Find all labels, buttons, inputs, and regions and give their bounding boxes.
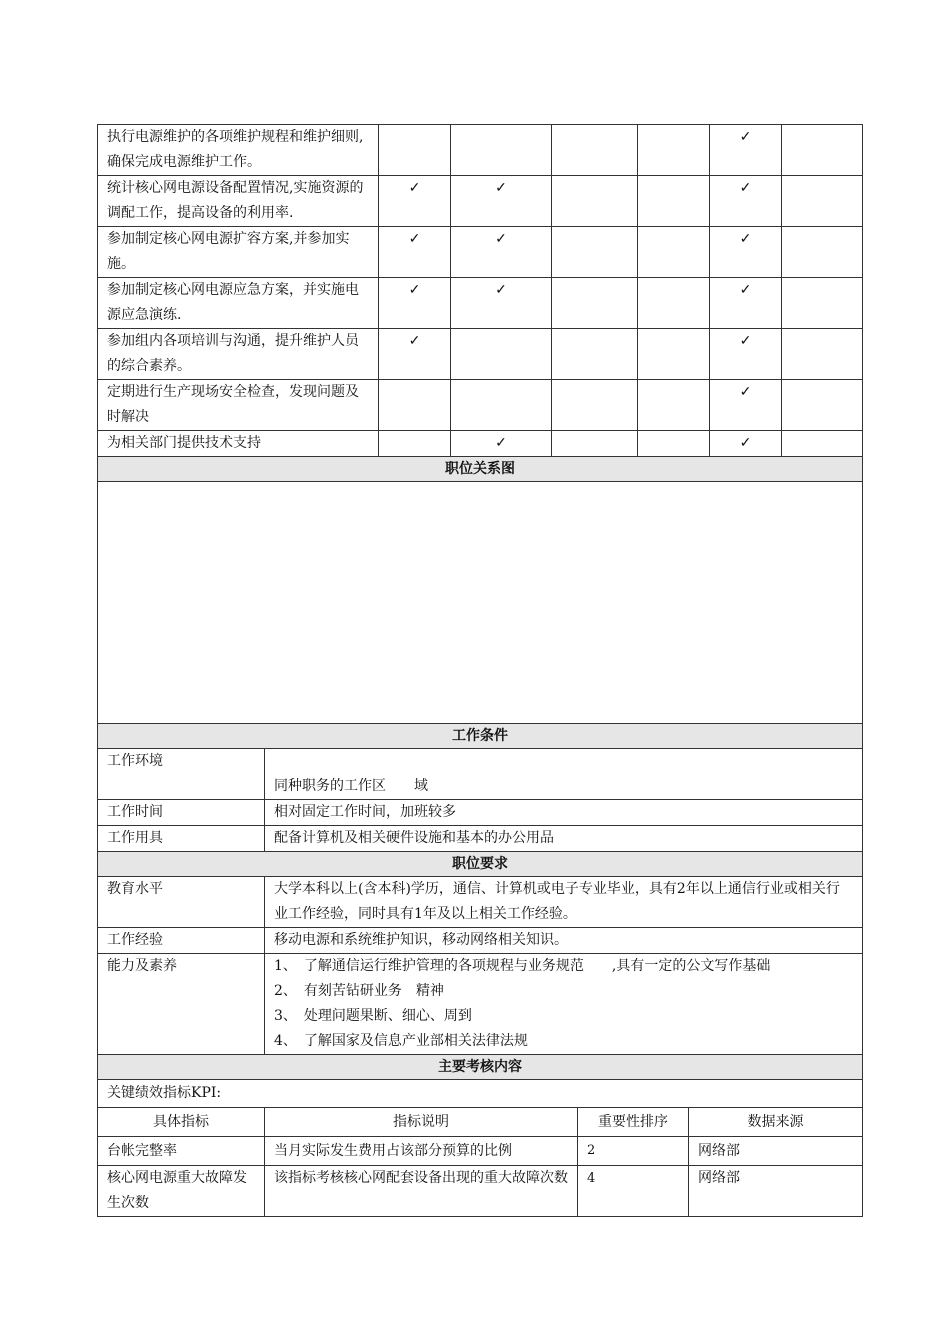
check-cell bbox=[451, 380, 552, 431]
condition-label: 工作时间 bbox=[98, 800, 265, 826]
kpi-desc: 当月实际发生费用占该部分预算的比例 bbox=[265, 1137, 578, 1166]
requirement-label: 能力及素养 bbox=[98, 954, 265, 1055]
check-cell: ✓ bbox=[451, 431, 552, 457]
kpi-source: 网络部 bbox=[689, 1137, 863, 1166]
kpi-name: 核心网电源重大故障发生次数 bbox=[98, 1166, 265, 1217]
duty-row bbox=[98, 176, 863, 227]
section-header-relation-chart: 职位关系图 bbox=[98, 457, 863, 482]
duty-text: 执行电源维护的各项维护规程和维护细则,确保完成电源维护工作。 bbox=[98, 125, 379, 176]
section-header-work-conditions: 工作条件 bbox=[98, 724, 863, 749]
kpi-rank: 2 bbox=[578, 1137, 689, 1166]
check-cell bbox=[379, 431, 451, 457]
check-cell bbox=[379, 380, 451, 431]
ability-item: 3、 处理问题果断、细心、周到 bbox=[274, 1008, 472, 1024]
kpi-header-cell: 指标说明 bbox=[265, 1108, 578, 1137]
duty-row bbox=[98, 125, 863, 176]
check-cell bbox=[552, 278, 638, 329]
check-cell bbox=[638, 431, 710, 457]
duty-row bbox=[98, 380, 863, 431]
check-cell bbox=[638, 227, 710, 278]
job-table bbox=[97, 124, 863, 749]
check-cell: ✓ bbox=[710, 227, 782, 278]
kpi-name: 台帐完整率 bbox=[98, 1137, 265, 1166]
check-cell bbox=[638, 380, 710, 431]
condition-value: 相对固定工作时间，加班较多 bbox=[265, 800, 863, 826]
duty-text: 参加制定核心网电源扩容方案,并参加实施。 bbox=[98, 227, 379, 278]
condition-row bbox=[98, 800, 863, 826]
kpi-row bbox=[98, 1137, 863, 1166]
check-cell: ✓ bbox=[379, 227, 451, 278]
condition-value: 配备计算机及相关硬件设施和基本的办公用品 bbox=[265, 826, 863, 852]
condition-label: 工作用具 bbox=[98, 826, 265, 852]
kpi-intro: 关键绩效指标KPI: bbox=[98, 1080, 863, 1108]
requirement-label: 工作经验 bbox=[98, 928, 265, 954]
section-header-job-requirements: 职位要求 bbox=[98, 852, 863, 877]
check-cell bbox=[552, 227, 638, 278]
requirement-row bbox=[98, 877, 863, 928]
duty-row bbox=[98, 227, 863, 278]
check-cell bbox=[782, 227, 863, 278]
duty-text: 参加组内各项培训与沟通，提升维护人员的综合素养。 bbox=[98, 329, 379, 380]
check-cell bbox=[552, 176, 638, 227]
check-cell: ✓ bbox=[379, 329, 451, 380]
check-cell bbox=[782, 125, 863, 176]
check-cell: ✓ bbox=[451, 278, 552, 329]
requirement-value: 移动电源和系统维护知识，移动网络相关知识。 bbox=[265, 928, 863, 954]
kpi-source: 网络部 bbox=[689, 1166, 863, 1217]
duty-text: 统计核心网电源设备配置情况,实施资源的调配工作，提高设备的利用率. bbox=[98, 176, 379, 227]
check-cell bbox=[552, 329, 638, 380]
check-cell: ✓ bbox=[710, 431, 782, 457]
check-cell bbox=[552, 380, 638, 431]
ability-item: 4、 了解国家及信息产业部相关法律法规 bbox=[274, 1033, 528, 1049]
duty-row bbox=[98, 278, 863, 329]
check-cell bbox=[782, 380, 863, 431]
kpi-row bbox=[98, 1166, 863, 1217]
check-cell: ✓ bbox=[710, 176, 782, 227]
check-cell bbox=[638, 125, 710, 176]
ability-item: 1、 了解通信运行维护管理的各项规程与业务规范 ,具有一定的公文写作基础 bbox=[274, 958, 771, 974]
kpi-header-row bbox=[98, 1108, 863, 1137]
relation-chart-area bbox=[98, 482, 863, 724]
ability-list bbox=[265, 954, 863, 1055]
duty-row bbox=[98, 329, 863, 380]
check-cell bbox=[638, 278, 710, 329]
requirement-row bbox=[98, 954, 863, 1055]
check-cell bbox=[451, 329, 552, 380]
check-cell: ✓ bbox=[710, 380, 782, 431]
check-cell: ✓ bbox=[710, 278, 782, 329]
condition-row bbox=[98, 826, 863, 852]
section-header-assessment: 主要考核内容 bbox=[98, 1055, 863, 1080]
check-cell bbox=[782, 176, 863, 227]
check-cell: ✓ bbox=[451, 176, 552, 227]
duty-row bbox=[98, 431, 863, 457]
requirement-value: 大学本科以上(含本科)学历，通信、计算机或电子专业毕业，具有2年以上通信行业或相关行业工作经验，同时具有1年及以上相关工作经验。 bbox=[265, 877, 863, 928]
check-cell bbox=[782, 329, 863, 380]
duty-text: 参加制定核心网电源应急方案，并实施电源应急演练. bbox=[98, 278, 379, 329]
condition-value: 同种职务的工作区 域 bbox=[265, 749, 863, 800]
kpi-desc: 该指标考核核心网配套设备出现的重大故障次数 bbox=[265, 1166, 578, 1217]
check-cell bbox=[782, 278, 863, 329]
check-cell: ✓ bbox=[710, 125, 782, 176]
kpi-header-cell: 数据来源 bbox=[689, 1108, 863, 1137]
ability-item: 2、 有刻苦钻研业务 精神 bbox=[274, 983, 444, 999]
requirement-label: 教育水平 bbox=[98, 877, 265, 928]
duty-text: 为相关部门提供技术支持 bbox=[98, 431, 379, 457]
kpi-table bbox=[97, 1107, 863, 1217]
check-cell: ✓ bbox=[710, 329, 782, 380]
check-cell bbox=[451, 125, 552, 176]
check-cell bbox=[782, 431, 863, 457]
kpi-header-cell: 具体指标 bbox=[98, 1108, 265, 1137]
check-cell bbox=[552, 125, 638, 176]
job-description-page bbox=[97, 124, 862, 1217]
condition-label: 工作环境 bbox=[98, 749, 265, 800]
check-cell: ✓ bbox=[451, 227, 552, 278]
condition-row bbox=[98, 749, 863, 800]
kpi-rank: 4 bbox=[578, 1166, 689, 1217]
check-cell bbox=[552, 431, 638, 457]
conditions-table bbox=[97, 748, 863, 1108]
check-cell bbox=[638, 329, 710, 380]
requirement-row bbox=[98, 928, 863, 954]
check-cell: ✓ bbox=[379, 278, 451, 329]
duty-text: 定期进行生产现场安全检查，发现问题及时解决 bbox=[98, 380, 379, 431]
check-cell bbox=[379, 125, 451, 176]
check-cell bbox=[638, 176, 710, 227]
kpi-header-cell: 重要性排序 bbox=[578, 1108, 689, 1137]
check-cell: ✓ bbox=[379, 176, 451, 227]
